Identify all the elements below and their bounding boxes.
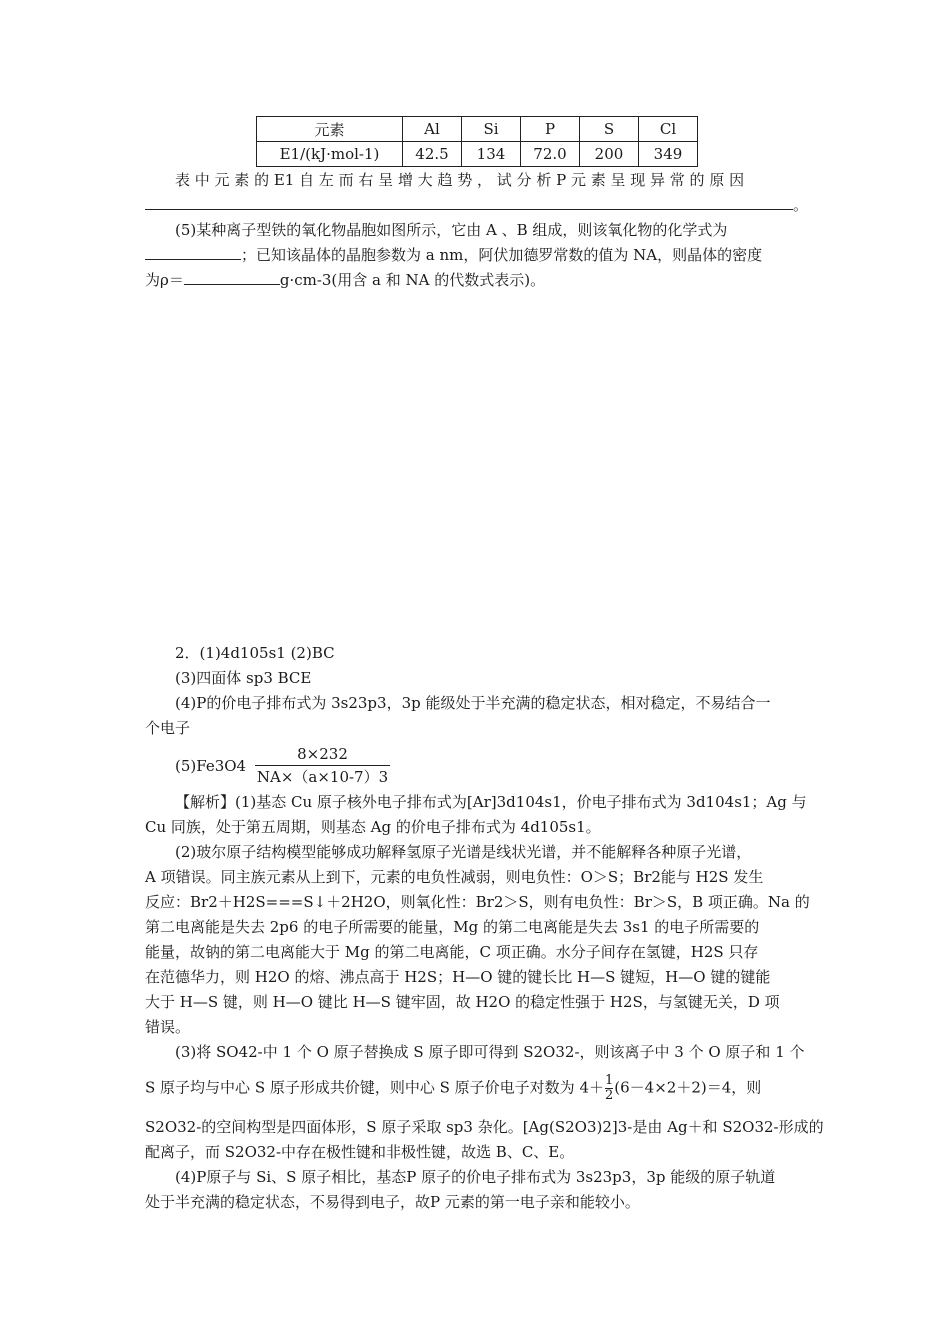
explanation-line xyxy=(145,1074,805,1103)
answer-blank xyxy=(145,193,793,210)
table-cell: E1/(kJ·mol-1) xyxy=(257,142,403,167)
explanation-line: Cu 同族，处于第五周期，则基态 Ag 的价电子排布式为 4d105s1。 xyxy=(145,818,601,836)
question-5-line1: (5)某种离子型铁的氧化物晶胞如图所示，它由 A 、B 组成，则该氧化物的化学式为 xyxy=(175,221,728,239)
explanation-line: 能量，故钠的第二电离能大于 Mg 的第二电离能，C 项正确。水分子间存在氢键，H2S 只存 xyxy=(145,943,759,961)
table-cell: 元素 xyxy=(257,117,403,142)
table-cell: 200 xyxy=(580,142,639,167)
period: 。 xyxy=(793,196,809,214)
table-cell: S xyxy=(580,117,639,142)
table-cell: P xyxy=(521,117,580,142)
explanation-line: 【解析】(1)基态 Cu 原子核外电子排布式为[Ar]3d104s1，价电子排布式为 3d104s1；Ag 与 xyxy=(175,793,807,811)
explanation-line: A 项错误。同主族元素从上到下，元素的电负性减弱，则电负性：O＞S；Br2能与 H2S 发生 xyxy=(145,868,764,886)
table-cell: Si xyxy=(462,117,521,142)
explanation-line: (4)P原子与 Si、S 原子相比，基态P 原子的价电子排布式为 3s23p3，3p 能级的原子轨道 xyxy=(175,1168,776,1186)
question-5-line2 xyxy=(145,243,805,268)
explanation-line: 反应：Br2＋H2S===S↓＋2H2O，则氧化性：Br2＞S，则有电负性：Br＞S，B 项正确。Na 的 xyxy=(145,893,810,911)
ionization-table xyxy=(256,116,698,167)
explanation-line: S2O32-的空间构型是四面体形，S 原子采取 sp3 杂化。[Ag(S2O3)2]3-是由 Ag＋和 S2O32-形成的 xyxy=(145,1118,824,1136)
answer-blank xyxy=(184,268,280,285)
question-5-line3 xyxy=(145,268,805,293)
answer-line-4: 个电子 xyxy=(145,719,191,737)
fraction-denominator: NA×（a×10-7）3 xyxy=(256,768,389,786)
answer-line-3: (4)P的价电子排布式为 3s23p3，3p 能级处于半充满的稳定状态，相对稳定，不易结合一 xyxy=(175,694,771,712)
half-denominator: 2 xyxy=(604,1088,614,1103)
explanation-line: 在范德华力，则 H2O 的熔、沸点高于 H2S；H—O 键的键长比 H—S 键短，H—O 键的键能 xyxy=(145,968,771,986)
explanation-line: 错误。 xyxy=(145,1018,191,1036)
explanation-line: (3)将 SO42-中 1 个 O 原子替换成 S 原子即可得到 S2O32-，则该离子中 3 个 O 原子和 1 个 xyxy=(175,1043,805,1061)
answer-5-formula: (5)Fe3O4 xyxy=(175,757,247,775)
answer-blank xyxy=(145,243,241,260)
explanation-line: 配离子，而 S2O32-中存在极性键和非极性键，故选 B、C、E。 xyxy=(145,1143,575,1161)
table-cell: Cl xyxy=(639,117,698,142)
explanation-line: 处于半充满的稳定状态，不易得到电子，故P 元素的第一电子亲和能较小。 xyxy=(145,1193,640,1211)
answer-line-1: 2．(1)4d105s1 (2)BC xyxy=(175,644,335,662)
question-4-answer-line xyxy=(145,193,809,218)
density-label: 为ρ＝ xyxy=(145,271,184,289)
explanation-text: S 原子均与中心 S 原子形成共价键，则中心 S 原子价电子对数为 4＋ xyxy=(145,1078,604,1097)
fraction-numerator: 8×232 xyxy=(255,744,390,766)
density-fraction xyxy=(255,744,390,788)
table-cell: 42.5 xyxy=(403,142,462,167)
explanation-line: 第二电离能是失去 2p6 的电子所需要的能量，Mg 的第二电离能是失去 3s1 的电子所需要的 xyxy=(145,918,760,936)
question-4-text: 表 中 元 素 的 E1 自 左 而 右 呈 增 大 趋 势 ， 试 分 析 P 元 素 呈 现 异 常 的 原 因 xyxy=(175,171,745,189)
half-numerator: 1 xyxy=(604,1073,614,1088)
explanation-line: 大于 H—S 键，则 H—O 键比 H—S 键牢固，故 H2O 的稳定性强于 H2S，与氢键无关，D 项 xyxy=(145,993,780,1011)
table-cell: 72.0 xyxy=(521,142,580,167)
table-row xyxy=(257,142,698,167)
density-unit-text: g·cm-3(用含 a 和 NA 的代数式表示)。 xyxy=(279,271,546,289)
question-5-line2-text: ；已知该晶体的晶胞参数为 a nm，阿伏加德罗常数的值为 NA，则晶体的密度 xyxy=(241,246,763,264)
table-cell: 349 xyxy=(639,142,698,167)
explanation-line: (2)玻尔原子结构模型能够成功解释氢原子光谱是线状光谱，并不能解释各种原子光谱， xyxy=(175,843,752,861)
table-cell: Al xyxy=(403,117,462,142)
explanation-text: (6－4×2＋2)＝4，则 xyxy=(614,1078,762,1097)
table-header-row xyxy=(257,117,698,142)
answer-line-2: (3)四面体 sp3 BCE xyxy=(175,669,312,687)
half-fraction xyxy=(605,1074,613,1103)
table-cell: 134 xyxy=(462,142,521,167)
